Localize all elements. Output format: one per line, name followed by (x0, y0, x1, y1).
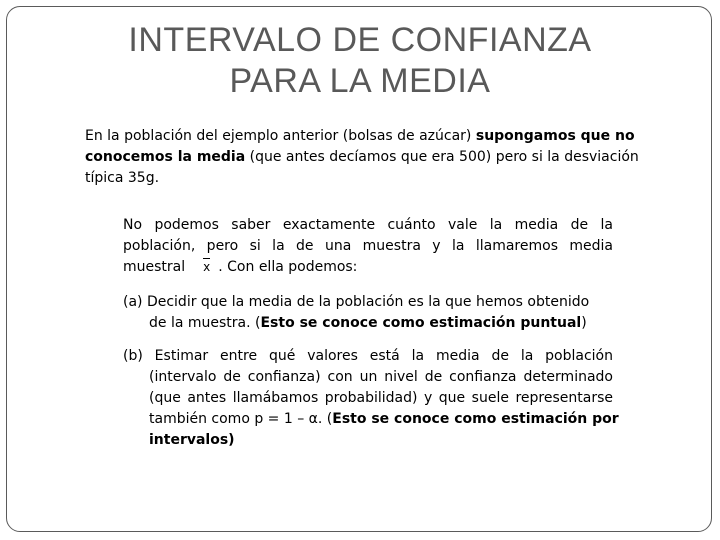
title-line-1: INTERVALO DE CONFIANZA (128, 21, 592, 59)
paragraph-text: muestral (123, 259, 186, 275)
intro-text: típica 35g. (85, 170, 160, 186)
intro-line-1 (85, 126, 645, 147)
item-b (123, 346, 619, 451)
item-text: ) (581, 315, 587, 331)
item-bold-text: intervalos) (149, 432, 235, 448)
intro-text: En la población del ejemplo anterior (bolsas de azúcar) (85, 128, 476, 144)
title-line-2: PARA LA MEDIA (229, 62, 491, 100)
intro-line-2 (85, 147, 645, 168)
item-text: también como p = 1 – α. ( (149, 411, 333, 427)
item-bold-text: Esto se conoce como estimación por (332, 411, 619, 427)
item-text: de la muestra. ( (149, 315, 261, 331)
item-a (123, 292, 613, 334)
paragraph-text: . Con ella podemos: (218, 259, 358, 275)
paragraph-line: población, pero si la de una muestra y la llamaremos media (123, 238, 613, 254)
paragraph-line: No podemos saber exactamente cuánto vale la media de la (123, 217, 613, 233)
item-line (123, 430, 613, 451)
paragraph-line (123, 257, 613, 278)
intro-paragraph (85, 126, 645, 189)
paragraph-muestra (123, 215, 613, 278)
intro-line-3 (85, 168, 645, 189)
x-bar-symbol: x (203, 257, 210, 278)
intro-text: (que antes decíamos que era 500) pero si la desviación (245, 149, 639, 165)
item-line: (que antes llamábamos probabilidad) y que suele representarse (149, 390, 613, 406)
item-line (123, 409, 619, 430)
item-line: (b) Estimar entre qué valores está la media de la población (123, 348, 613, 364)
intro-bold-text: supongamos que no (475, 128, 635, 144)
item-line (123, 313, 613, 334)
item-line: (intervalo de confianza) con un nivel de confianza determinado (149, 369, 613, 385)
slide-title (0, 20, 720, 102)
item-line: (a) Decidir que la media de la población es la que hemos obtenido (123, 294, 590, 310)
item-bold-text: Esto se conoce como estimación puntual (260, 315, 582, 331)
intro-bold-text: conocemos la media (85, 149, 246, 165)
